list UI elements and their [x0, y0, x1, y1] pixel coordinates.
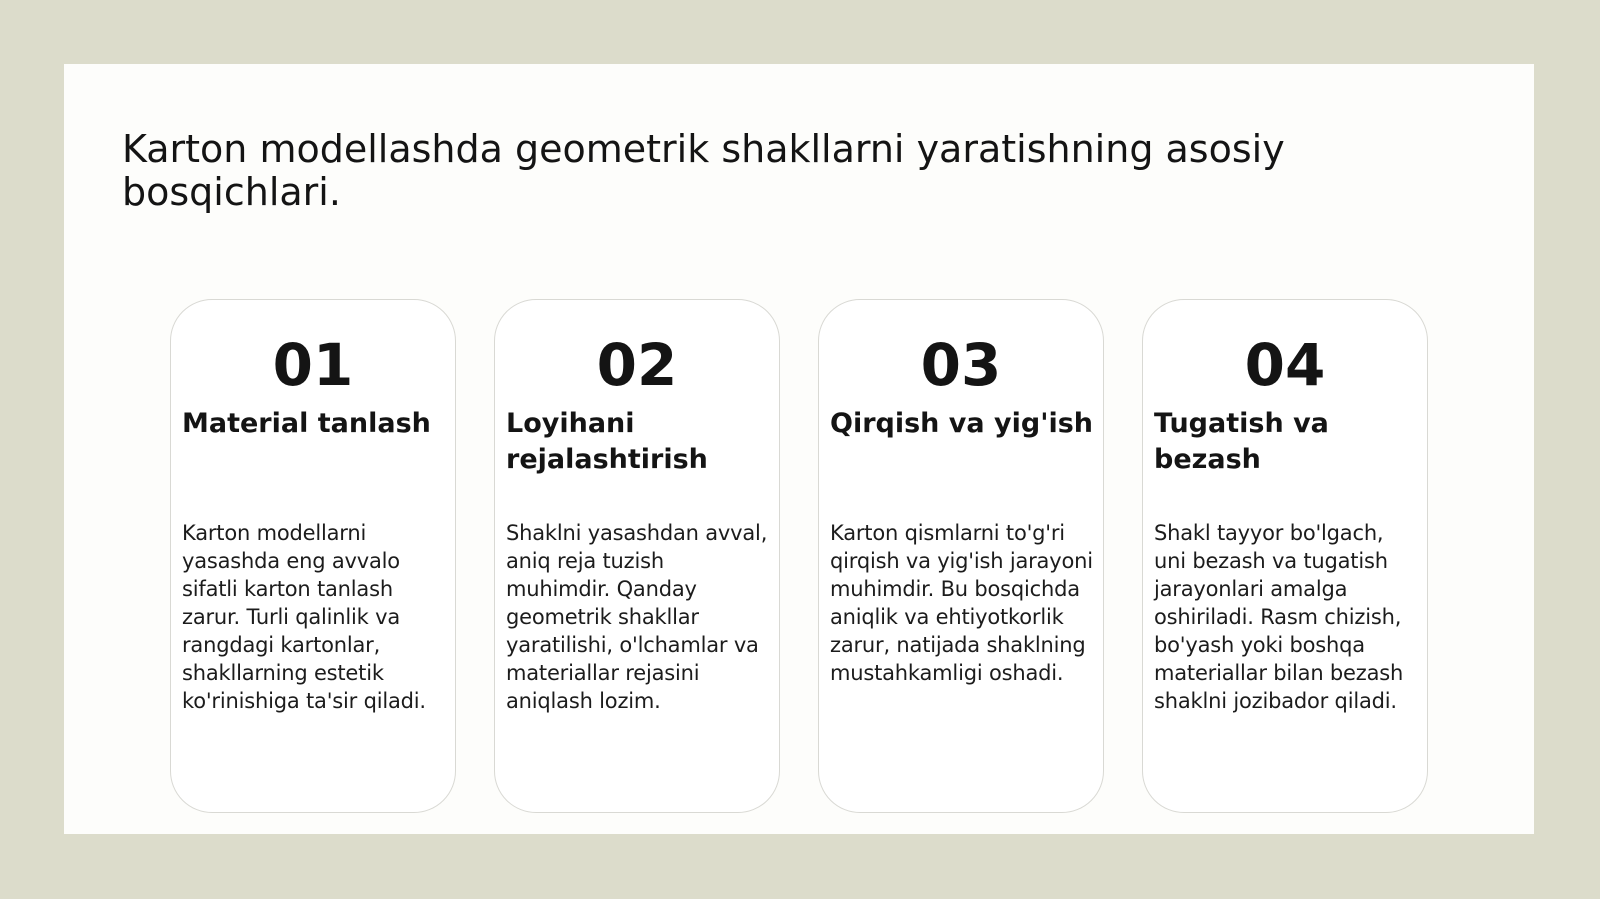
step-description: Shakl tayyor bo'lgach, uni bezash va tugatish jarayonlari amalga oshiriladi. Rasm chizish, bo'yash yoki boshqa materiallar bilan bezash shaklni jozibador qiladi. — [1154, 521, 1404, 713]
step-title: Qirqish va yig'ish — [830, 408, 1094, 439]
step-title: Material tanlash — [182, 408, 431, 439]
slide-title: Karton modellashda geometrik shakllarni yaratishning asosiy bosqichlari. — [122, 127, 1285, 214]
step-title: Tugatish va bezash — [1154, 408, 1329, 475]
step-card-3 — [818, 299, 1104, 813]
step-description: Karton qismlarni to'g'ri qirqish va yig'ish jarayoni muhimdir. Bu bosqichda aniqlik va ehtiyotkorlik zarur, natijada shaklning mustahkamligi oshadi. — [830, 521, 1093, 685]
step-number: 01 — [272, 331, 354, 399]
step-description: Karton modellarni yasashda eng avvalo sifatli karton tanlash zarur. Turli qalinlik va rangdagi kartonlar, shakllarning estetik ko'rinishiga ta'sir qiladi. — [182, 521, 426, 713]
step-number: 04 — [1244, 331, 1326, 399]
step-card-1 — [170, 299, 456, 813]
step-title: Loyihani rejalashtirish — [506, 408, 708, 475]
step-description: Shaklni yasashdan avval, aniq reja tuzish muhimdir. Qanday geometrik shakllar yaratilishi, o'lchamlar va materiallar rejasini aniqlash lozim. — [506, 521, 768, 713]
step-number: 03 — [920, 331, 1002, 399]
step-card-2 — [494, 299, 780, 813]
step-card-4 — [1142, 299, 1428, 813]
step-number: 02 — [596, 331, 678, 399]
slide — [64, 64, 1534, 834]
